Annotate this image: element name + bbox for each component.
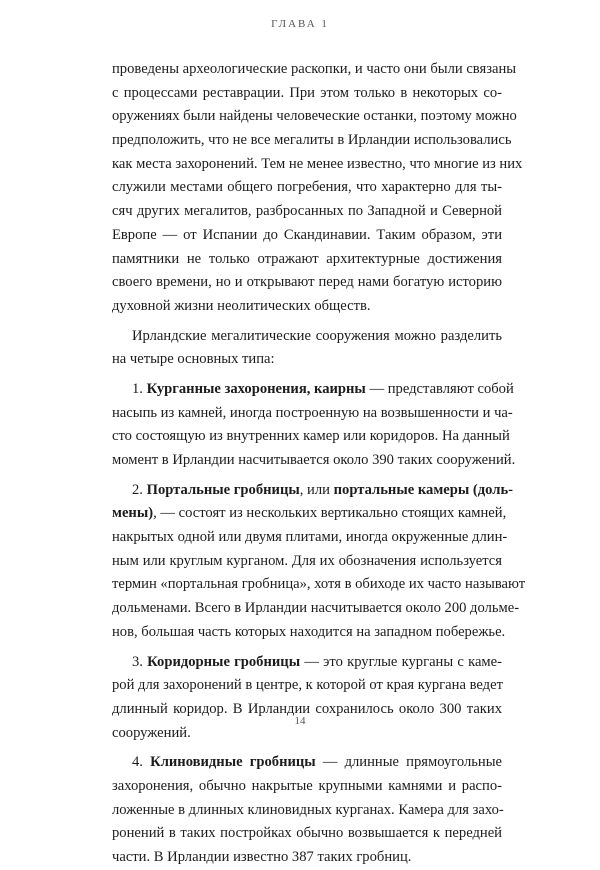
text-line: длинный коридор. В Ирландии сохранилось около 300 таких [112,700,502,717]
term-bold: Коридорные гробницы [147,653,301,670]
list-item-3 [112,651,502,746]
body-text [112,58,526,870]
text-line: насыпь из камней, иногда построенную на возвышенности и ча- [112,404,513,421]
text-line: проведены археологические раскопки, и часто они были связаны [112,61,517,77]
list-number: 2. [132,481,143,498]
text-line: служили местами общего погребения, что характерно для ты- [112,179,502,196]
text-line: памятники не только отражают архитектурные достижения [112,250,502,267]
term-bold: Клиновидные гробницы [150,754,316,771]
list-item-1 [112,378,516,473]
text-line: Европе — от Испании до Скандинавии. Таким образом, эти [112,226,502,243]
list-item-2 [112,479,526,645]
text-line: как места захоронений. Тем не менее известно, что многие из них [112,155,523,172]
text-line: ным или круглым курганом. Для их обозначения используется [112,552,502,569]
text-line: рой для захоронений в центре, к которой от края кургана ведет [112,677,503,694]
text-line: предположить, что не все мегалиты в Ирландии использовались [112,132,512,149]
list-item-4 [112,751,502,869]
text-line: духовной жизни неолитических обществ. [112,297,371,314]
page-number: 14 [294,715,306,727]
term-bold: портальные камеры (доль- [333,481,514,498]
text-line: на четыре основных типа: [112,351,275,368]
term-bold: Курганные захоронения, каирны [146,380,366,397]
text-line: сяч других мегалитов, разбросанных по Западной и Северной [112,203,502,220]
text-line: Ирландские мегалитические сооружения можно разделить [132,327,502,344]
text-line: дольменами. Всего в Ирландии насчитывается около 200 дольме- [112,600,520,617]
text-line: сооружений. [112,724,191,741]
text-line: захоронения, обычно накрытые крупными камнями и распо- [112,777,502,794]
text-line: нов, большая часть которых находится на западном побережье. [112,623,506,640]
list-number: 1. [132,380,143,397]
text-line: своего времени, но и открывают перед нами богатую историю [112,274,502,291]
text-line: 2. Портальные гробницы, или портальные камеры (доль- [132,481,514,498]
intro-paragraph [112,58,523,319]
list-number: 3. [132,653,143,670]
text-line: ложенные в длинных клиновидных курганах. Камера для захо- [112,801,504,818]
list-number: 4. [132,754,143,771]
text-line: мены), — состоят из нескольких вертикально стоящих камней, [112,505,507,522]
term-bold: Портальные гробницы [146,481,300,498]
text-line: ронений в таких постройках обычно возвышается к передней [112,825,502,842]
lead-paragraph [112,325,502,372]
text-line: сто состоящую из внутренних камер или коридоров. На данный [112,428,510,445]
text-line: накрытых одной или двумя плитами, иногда окруженные длин- [112,529,508,546]
text-line: термин «портальная гробница», хотя в обиходе их часто называют [112,576,526,593]
text-line: 4. Клиновидные гробницы — длинные прямоугольные [132,754,502,771]
term-bold: мены) [112,505,154,522]
running-head: ГЛАВА 1 [271,18,329,30]
text-line: 3. Коридорные гробницы — это круглые курганы с каме- [132,653,503,670]
text-line: с процессами реставрации. При этом только в некоторых со- [112,84,502,101]
text-line: момент в Ирландии насчитывается около 390 таких сооружений. [112,452,516,468]
text-line: оружениях были найдены человеческие останки, поэтому можно [112,108,517,125]
text-line: части. В Ирландии известно 387 таких гробниц. [112,849,412,865]
text-line: 1. Курганные захоронения, каирны — представляют собой [132,380,514,397]
